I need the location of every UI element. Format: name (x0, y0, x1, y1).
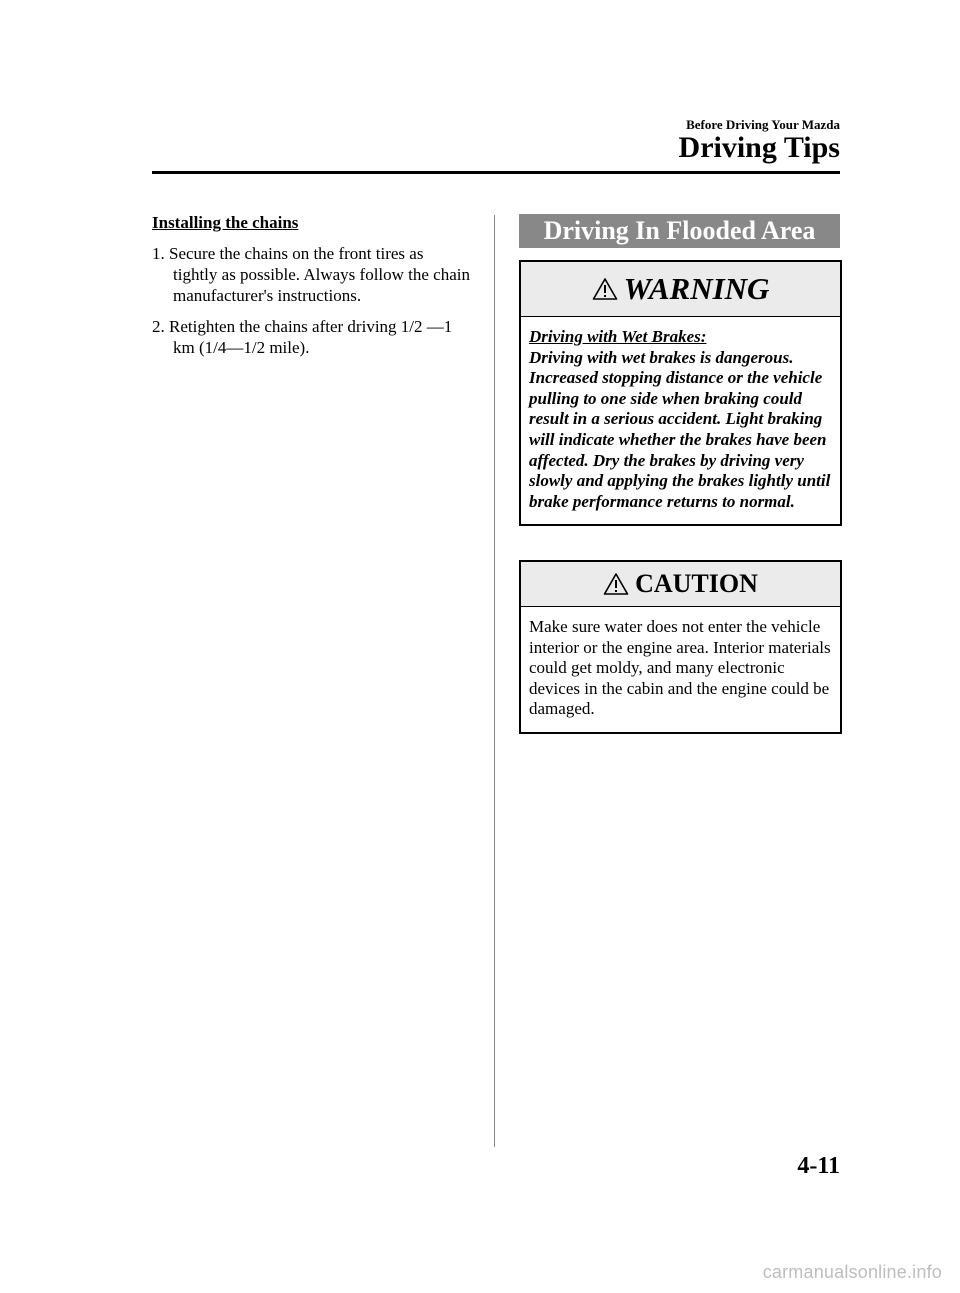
section-title-bar: Driving In Flooded Area (519, 214, 840, 248)
step-2: 2. Retighten the chains after driving 1/2 ―1 km (1/4―1/2 mile). (152, 317, 453, 357)
page-number: 4-11 (797, 1153, 840, 1179)
step-1: 1. Secure the chains on the front tires as tightly as possible. Always follow the chain manufacturer's instructions. (152, 244, 470, 305)
caution-box (519, 560, 842, 734)
page-title: Driving Tips (678, 131, 840, 164)
warning-box (519, 260, 842, 526)
caution-body: Make sure water does not enter the vehicle interior or the engine area. Interior materials could get moldy, and many electronic devices in the cabin and the engine could be damaged. (529, 617, 831, 719)
header-section-label: Before Driving Your Mazda (686, 117, 840, 132)
caution-label: CAUTION (635, 569, 758, 598)
watermark: carmanualsonline.info (762, 1262, 942, 1282)
warning-triangle-icon (592, 277, 618, 301)
subheading-installing-chains: Installing the chains (152, 213, 299, 232)
warning-text: Driving with wet brakes is dangerous. Increased stopping distance or the vehicle pulling to one side when braking could result in a serious accident. Light braking will indicate whether the brakes have been affected. Dry the brakes by driving very slowly and applying the brakes lightly until brake performance returns to normal. (529, 347, 831, 511)
warning-subheading: Driving with Wet Brakes: (529, 327, 707, 346)
caution-triangle-icon (603, 572, 629, 596)
warning-header (521, 262, 840, 317)
caution-header (521, 562, 840, 607)
column-divider (494, 215, 495, 1147)
left-column (152, 212, 470, 368)
warning-label: WARNING (623, 271, 770, 306)
header-divider (152, 171, 840, 174)
warning-body (521, 317, 840, 524)
